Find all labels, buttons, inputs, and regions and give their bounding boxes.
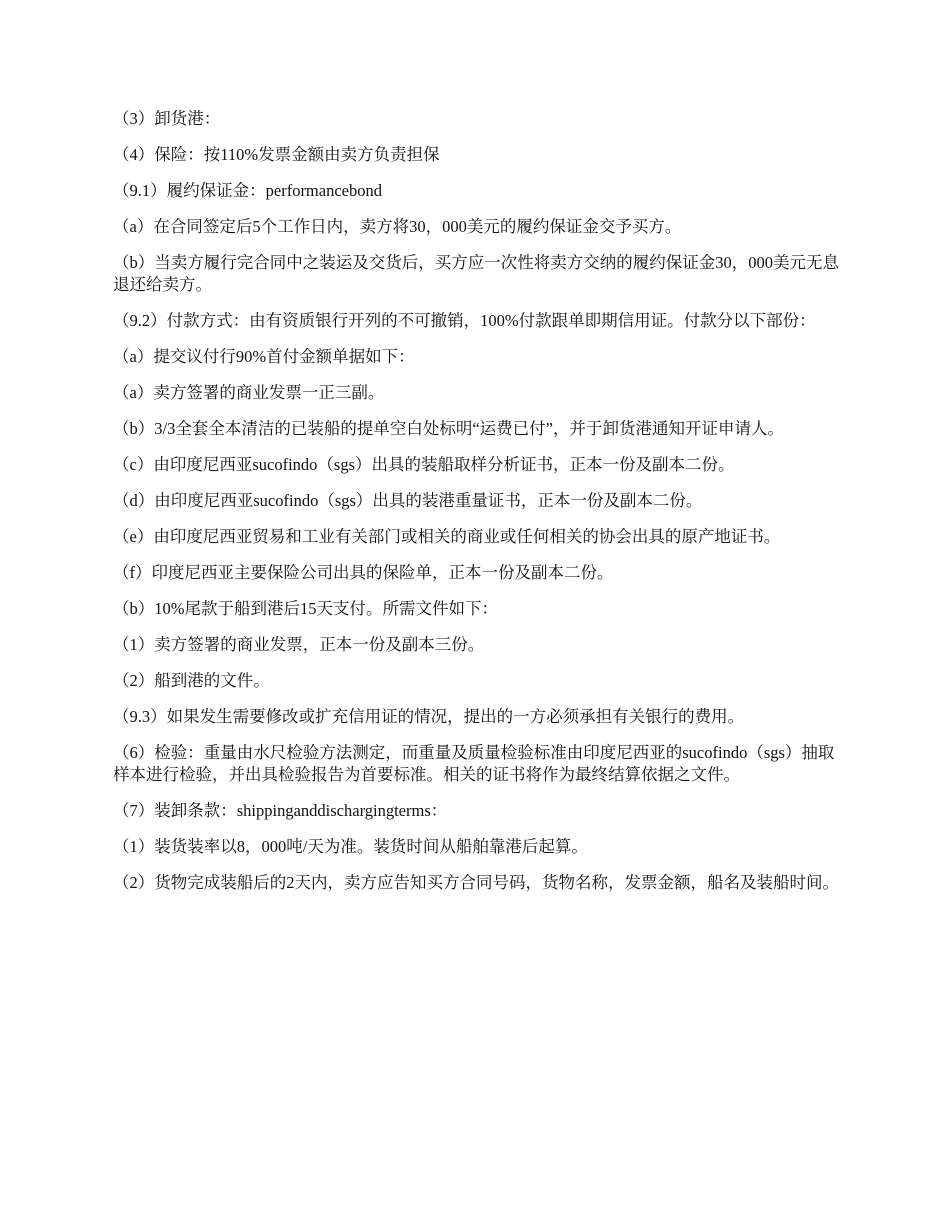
paragraph-inspection: （6）检验：重量由水尺检验方法测定，而重量及质量检验标准由印度尼西亚的sucofindo（sgs）抽取样本进行检验，并出具检验报告为首要标准。相关的证书将作为最终结算依据之文件。 [113, 743, 835, 784]
paragraph-performance-bond: （9.1）履约保证金：performancebond [113, 181, 382, 200]
paragraph-balance-payment: （b）10%尾款于船到港后15天支付。所需文件如下： [113, 599, 498, 618]
paragraph-insurance-policy: （f）印度尼西亚主要保险公司出具的保险单，正本一份及副本二份。 [113, 563, 614, 582]
paragraph-bond-deposit: （a）在合同签定后5个工作日内，卖方将30，000美元的履约保证金交予买方。 [113, 217, 682, 236]
document-body [113, 108, 840, 908]
paragraph-lc-amendment: （9.3）如果发生需要修改或扩充信用证的情况，提出的一方必须承担有关银行的费用。 [113, 707, 745, 726]
paragraph-payment-method: （9.2）付款方式：由有资质银行开列的不可撤销，100%付款跟单即期信用证。付款分以下部份： [113, 311, 816, 330]
paragraph-commercial-invoice: （a）卖方签署的商业发票一正三副。 [113, 383, 385, 402]
paragraph-loading-rate: （1）装货装率以8，000吨/天为准。装货时间从船舶靠港后起算。 [113, 837, 588, 856]
paragraph-analysis-certificate: （c）由印度尼西亚sucofindo（sgs）出具的装船取样分析证书，正本一份及副本二份。 [113, 455, 735, 474]
paragraph-shipment-notice: （2）货物完成装船后的2天内，卖方应告知买方合同号码，货物名称，发票金额，船名及装船时间。 [113, 873, 839, 892]
paragraph-bill-of-lading: （b）3/3全套全本清洁的已装船的提单空白处标明“运费已付”，并于卸货港通知开证申请人。 [113, 419, 784, 438]
paragraph-weight-certificate: （d）由印度尼西亚sucofindo（sgs）出具的装港重量证书，正本一份及副本二份。 [113, 491, 703, 510]
paragraph-first-payment: （a）提交议付行90%首付金额单据如下： [113, 347, 415, 366]
paragraph-origin-certificate: （e）由印度尼西亚贸易和工业有关部门或相关的商业或任何相关的协会出具的原产地证书。 [113, 527, 781, 546]
paragraph-discharge-port: （3）卸货港： [113, 109, 221, 128]
paragraph-arrival-documents: （2）船到港的文件。 [113, 671, 270, 690]
paragraph-shipping-terms: （7）装卸条款：shippinganddischargingterms： [113, 801, 448, 820]
paragraph-insurance: （4）保险：按110%发票金额由卖方负责担保 [113, 145, 440, 164]
paragraph-bond-refund: （b）当卖方履行完合同中之装运及交货后，买方应一次性将卖方交纳的履约保证金30，000美元无息退还给卖方。 [113, 253, 839, 294]
paragraph-invoice-copies: （1）卖方签署的商业发票，正本一份及副本三份。 [113, 635, 485, 654]
